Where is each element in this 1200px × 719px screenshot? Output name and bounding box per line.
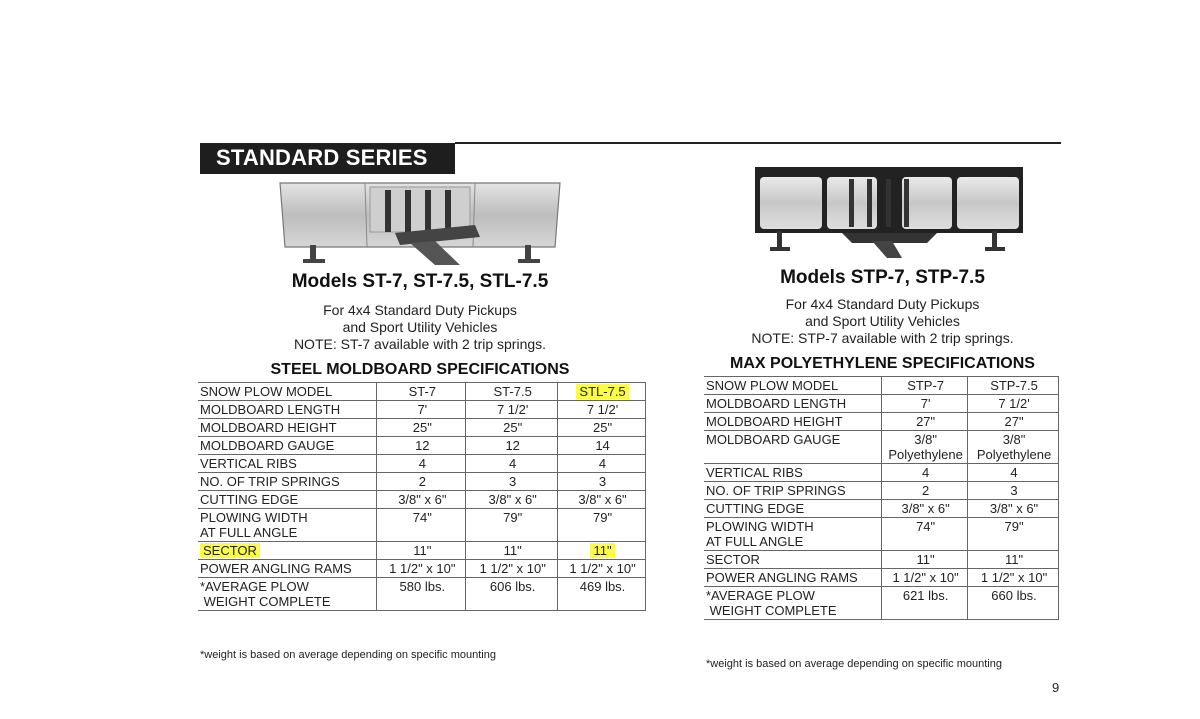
row-label: POWER ANGLING RAMS <box>704 569 882 587</box>
table-row <box>198 437 646 455</box>
page-number: 9 <box>1052 680 1060 695</box>
cell: 3/8" x 6" <box>558 491 646 509</box>
highlighted-label: SECTOR <box>200 543 260 558</box>
row-label: CUTTING EDGE <box>704 500 882 518</box>
row-label: NO. OF TRIP SPRINGS <box>198 473 377 491</box>
right-description <box>700 296 1065 347</box>
right-footnote: *weight is based on average depending on specific mounting <box>706 658 1002 670</box>
table-row <box>198 578 646 611</box>
cell: 7 1/2' <box>466 401 558 419</box>
row-label: SNOW PLOW MODEL <box>198 383 377 401</box>
desc-line: For 4x4 Standard Duty Pickups <box>323 302 517 318</box>
row-label-line: WEIGHT COMPLETE <box>706 603 837 618</box>
row-label: MOLDBOARD LENGTH <box>704 395 882 413</box>
left-description <box>240 302 600 353</box>
poly-spec-table <box>704 376 1059 620</box>
cell: 12 <box>377 437 466 455</box>
table-row <box>198 542 646 560</box>
table-row <box>704 569 1059 587</box>
cell: 3 <box>466 473 558 491</box>
row-label-line: PLOWING WIDTH <box>706 519 814 534</box>
cell: 79" <box>558 509 646 542</box>
table-row <box>704 482 1059 500</box>
cell: 469 lbs. <box>558 578 646 611</box>
table-row <box>704 500 1059 518</box>
table-row <box>198 491 646 509</box>
row-label: NO. OF TRIP SPRINGS <box>704 482 882 500</box>
cell-line: 3/8" <box>914 432 937 447</box>
cell: 25" <box>377 419 466 437</box>
cell: 11" <box>882 551 968 569</box>
row-label <box>198 542 377 560</box>
cell: 14 <box>558 437 646 455</box>
row-label-line: AT FULL ANGLE <box>706 534 804 549</box>
cell: 4 <box>882 464 968 482</box>
cell: 74" <box>882 518 968 551</box>
highlighted-value: STL-7.5 <box>576 384 628 399</box>
row-label <box>704 518 882 551</box>
cell: STP-7.5 <box>968 377 1059 395</box>
row-label: POWER ANGLING RAMS <box>198 560 377 578</box>
desc-line: and Sport Utility Vehicles <box>342 319 498 335</box>
row-label <box>198 509 377 542</box>
table-row <box>198 419 646 437</box>
steel-plow-image <box>275 175 565 270</box>
cell: 660 lbs. <box>968 587 1059 620</box>
cell: 4 <box>466 455 558 473</box>
cell-line: Polyethylene <box>888 447 963 462</box>
cell: 74" <box>377 509 466 542</box>
row-label: VERTICAL RIBS <box>198 455 377 473</box>
desc-line: For 4x4 Standard Duty Pickups <box>785 296 980 312</box>
cell: ST-7 <box>377 383 466 401</box>
cell: 7' <box>377 401 466 419</box>
cell: 1 1/2" x 10" <box>968 569 1059 587</box>
cell: 4 <box>377 455 466 473</box>
row-label: MOLDBOARD HEIGHT <box>198 419 377 437</box>
row-label-line: *AVERAGE PLOW <box>200 579 309 594</box>
cell-line: Polyethylene <box>976 447 1052 462</box>
row-label <box>704 587 882 620</box>
row-label: MOLDBOARD GAUGE <box>704 431 882 464</box>
series-banner: STANDARD SERIES <box>200 143 455 174</box>
row-label-line: AT FULL ANGLE <box>200 525 298 540</box>
cell: 11" <box>968 551 1059 569</box>
right-models-title: Models STP-7, STP-7.5 <box>780 267 985 288</box>
cell: 606 lbs. <box>466 578 558 611</box>
cell: 12 <box>466 437 558 455</box>
cell: 4 <box>968 464 1059 482</box>
table-row <box>198 401 646 419</box>
right-spec-title: MAX POLYETHYLENE SPECIFICATIONS <box>730 355 1035 372</box>
cell: 3/8" x 6" <box>968 500 1059 518</box>
table-row <box>704 431 1059 464</box>
left-footnote: *weight is based on average depending on specific mounting <box>200 649 496 661</box>
row-label: CUTTING EDGE <box>198 491 377 509</box>
table-row <box>704 587 1059 620</box>
cell: 580 lbs. <box>377 578 466 611</box>
header-rule <box>455 142 1061 144</box>
cell: 4 <box>558 455 646 473</box>
table-row <box>198 509 646 542</box>
cell-line: 3/8" <box>1002 432 1026 447</box>
poly-plow-image <box>752 163 1027 263</box>
cell: 1 1/2" x 10" <box>882 569 968 587</box>
cell: ST-7.5 <box>466 383 558 401</box>
row-label <box>198 578 377 611</box>
row-label: SECTOR <box>704 551 882 569</box>
cell <box>882 431 968 464</box>
cell: 2 <box>882 482 968 500</box>
table-row <box>704 518 1059 551</box>
cell: 1 1/2" x 10" <box>466 560 558 578</box>
left-models-title: Models ST-7, ST-7.5, STL-7.5 <box>291 271 549 292</box>
table-row <box>704 551 1059 569</box>
table-row <box>198 473 646 491</box>
cell: 27" <box>968 413 1059 431</box>
cell: 3/8" x 6" <box>377 491 466 509</box>
table-row <box>198 383 646 401</box>
table-row <box>198 560 646 578</box>
cell <box>558 542 646 560</box>
cell: 7 1/2' <box>968 395 1059 413</box>
table-row <box>704 413 1059 431</box>
cell: 1 1/2" x 10" <box>558 560 646 578</box>
cell: 3/8" x 6" <box>882 500 968 518</box>
steel-spec-table <box>198 382 646 611</box>
desc-line: and Sport Utility Vehicles <box>805 313 960 329</box>
row-label-line: WEIGHT COMPLETE <box>200 594 331 609</box>
row-label-line: *AVERAGE PLOW <box>706 588 815 603</box>
row-label: MOLDBOARD GAUGE <box>198 437 377 455</box>
desc-line: NOTE: ST-7 available with 2 trip springs. <box>293 336 547 352</box>
cell: 3 <box>558 473 646 491</box>
desc-line: NOTE: STP-7 available with 2 trip springs. <box>751 330 1014 346</box>
cell: 11" <box>466 542 558 560</box>
cell: 25" <box>466 419 558 437</box>
row-label-line: PLOWING WIDTH <box>200 510 308 525</box>
cell <box>558 383 646 401</box>
table-row <box>704 395 1059 413</box>
row-label: VERTICAL RIBS <box>704 464 882 482</box>
cell: 3/8" x 6" <box>466 491 558 509</box>
cell: 2 <box>377 473 466 491</box>
left-spec-title: STEEL MOLDBOARD SPECIFICATIONS <box>270 361 570 378</box>
cell: 621 lbs. <box>882 587 968 620</box>
cell: 7' <box>882 395 968 413</box>
row-label: SNOW PLOW MODEL <box>704 377 882 395</box>
row-label: MOLDBOARD LENGTH <box>198 401 377 419</box>
highlighted-value: 11" <box>590 543 614 558</box>
table-row <box>704 464 1059 482</box>
cell: 79" <box>466 509 558 542</box>
table-row <box>198 455 646 473</box>
table-row <box>704 377 1059 395</box>
cell: 27" <box>882 413 968 431</box>
cell: 7 1/2' <box>558 401 646 419</box>
cell <box>968 431 1059 464</box>
row-label: MOLDBOARD HEIGHT <box>704 413 882 431</box>
cell: 79" <box>968 518 1059 551</box>
cell: 25" <box>558 419 646 437</box>
cell: STP-7 <box>882 377 968 395</box>
cell: 11" <box>377 542 466 560</box>
cell: 1 1/2" x 10" <box>377 560 466 578</box>
cell: 3 <box>968 482 1059 500</box>
